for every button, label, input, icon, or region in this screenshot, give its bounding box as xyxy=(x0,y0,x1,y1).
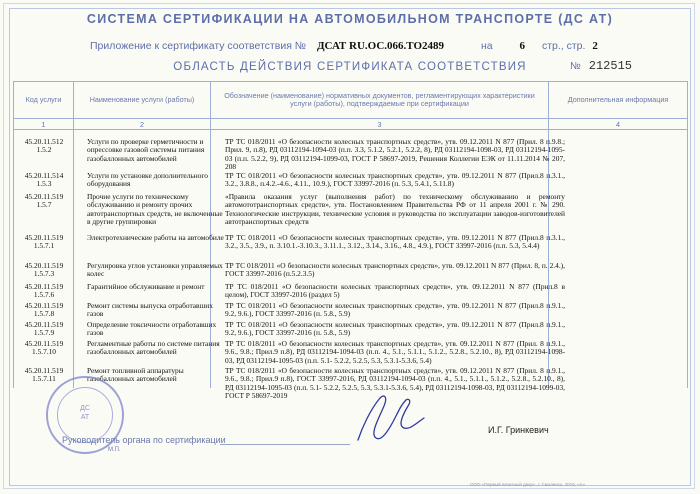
printer-line: ООО «Первый печатный двор», г. Смоленск, 2019, «А» xyxy=(470,482,586,487)
serial-prefix: № xyxy=(570,61,581,72)
header-code: Код услуги xyxy=(14,82,74,119)
signature-label: Руководитель органа по сертификации xyxy=(62,435,226,445)
signature-line xyxy=(220,444,350,445)
appendix-prefix: Приложение к сертификату соответствия № xyxy=(90,40,307,52)
column-number: 3 xyxy=(211,119,549,130)
row-service: Услуги по проверке герметичности и опрессовке газовой системы питания газобаллонных автомобилей xyxy=(87,137,205,163)
header-docs: Обозначение (наименование) нормативных документов, регламентирующих характеристики услуги (работы), подтверждаемые при сертификации xyxy=(211,82,549,119)
row-code: 45.20.11.514 1.5.3 xyxy=(24,171,64,189)
pages-label: стр., стр. xyxy=(541,40,586,52)
row-docs: «Правила оказания услуг (выполнения работ) по техническому обслуживанию и ремонту автомототранспортных средств», утв. Постановлением Правительства РФ от 11 апреля 2001 г. № 290. Технологические инструкции, технические условия и руководства по эксплуатации заводов-изготовителей автотранспортных средств xyxy=(225,192,565,226)
on-label: на xyxy=(480,40,493,52)
column-number: 1 xyxy=(14,119,74,130)
row-docs: ТР ТС 018/2011 «О безопасности колесных транспортных средств», утв. 09.12.2011 N 877 (Прил.8 п.3.1., 3.2., 3.5., 3.9., п. 3.10.1.-3.10.3., 3.11.1., 3.12., 3.14., 3.16., 4.8., 4.9.), ГОСТ 33997-2016 (п.п. 5.3, 5.4.4) xyxy=(225,233,565,251)
row-code: 45.20.11.519 1.5.7.3 xyxy=(24,261,64,279)
row-service: Электротехнические работы на автомобиле xyxy=(87,233,224,242)
header-info: Дополнительная информация xyxy=(549,82,688,119)
column-divider xyxy=(687,127,688,388)
row-docs: ТР ТС 018/2011 «О безопасности колесных транспортных средств», утв. 09.12.2011 N 877 (Прил.8 п.9.1., 9.2, 9.6.), ГОСТ 33997-2016 (п. 5.8., 5.9) xyxy=(225,301,565,319)
stamp-text: ДС АТ xyxy=(80,405,90,421)
certificate-number: ДСАТ RU.ОС.066.ТО2489 xyxy=(316,40,445,52)
row-docs: ТР ТС 018/2011 «О безопасности колесных транспортных средств», утв. 09.12.2011 N 877 (Прил. 8 п.9.1., 9.6., 9.8.; Прил.9 п.8), РД 03112194-1094-03 (п.п. 4., 5.1., 5.1.1., 5.1.2., 5.2.8., 5.2.10., 8), РД 03112194-1098-03, РД 03112194-1095-03 (п.п. 5.1- 5.2.2, 5.2.5, 5.3, 5.3.1-5.3.6, 5.4) xyxy=(225,339,565,365)
row-service: Регулировка углов установки управляемых колес xyxy=(87,261,223,279)
row-service: Ремонт топливной аппаратуры газобаллонных автомобилей xyxy=(87,366,184,384)
mp-label: М.П. xyxy=(108,447,121,453)
row-code: 45.20.11.512 1.5.2 xyxy=(24,137,64,155)
row-docs: ТР ТС 018/2011 «О безопасности колесных транспортных средств», утв. 09.12.2011 N 877 (Прил.8 п.3.1., 3.2., 3.8.8., п.4.2.-4.6., 4.11., 10.9.), ГОСТ 33997-2016 (п. 5.3, 5.4.1, 5.11.8) xyxy=(225,171,565,189)
row-docs: ТР ТС 018/2011 «О безопасности колесных транспортных средств», утв. 09.12.2011 N 877 (Прил. 8, п. 2.4.), ГОСТ 33997-2016 (п.5.2.3.5) xyxy=(225,261,565,279)
serial-number-block xyxy=(570,59,632,73)
row-service: Определение токсичности отработавших газов xyxy=(87,320,217,338)
row-code: 45.20.11.519 1.5.7.6 xyxy=(24,282,64,300)
serial-number: 212515 xyxy=(588,59,632,73)
row-service: Прочие услуги по техническому обслуживанию и ремонту прочих автотранспортных средств, не включенные в другие группировки xyxy=(87,192,223,226)
appendix-line xyxy=(90,40,598,54)
row-code: 45.20.11.519 1.5.7 xyxy=(24,192,64,210)
row-code: 45.20.11.519 1.5.7.11 xyxy=(24,366,64,384)
scope-table-header xyxy=(13,81,688,130)
row-code: 45.20.11.519 1.5.7.10 xyxy=(24,339,64,357)
row-docs: ТР ТС 018/2011 «О безопасности колесных транспортных средств», утв. 09.12.2011 N 877 (Прил. 8 п.9.8.; Прил. 9, п.8), РД 03112194-1094-03 (п.п. 3.3, 5.1.2, 5.2.1, 5.2.2, 8), РД 03112194-1098-03, РД 03112194-1095-03 (п.п. 5.2.2, 9), РД 03112194-1099-03, ГОСТ Р 58697-2019, Решения Коллегии ЕЭК от 11.11.2014 № 207, 208 xyxy=(225,137,565,171)
row-code: 45.20.11.519 1.5.7.8 xyxy=(24,301,64,319)
section-title: ОБЛАСТЬ ДЕЙСТВИЯ СЕРТИФИКАТА СООТВЕТСТВИЯ xyxy=(173,61,527,73)
row-service: Гарантийное обслуживание и ремонт xyxy=(87,282,205,291)
row-docs: ТР ТС 018/2011 «О безопасности колесных транспортных средств», утв. 09.12.2011 N 877 (Прил.8 в целом), ГОСТ 33997-2016 (раздел 5) xyxy=(225,282,565,300)
scope-table-body xyxy=(13,137,687,400)
pages-total: 6 xyxy=(519,40,526,52)
column-number: 4 xyxy=(549,119,688,130)
row-code: 45.20.11.519 1.5.7.9 xyxy=(24,320,64,338)
column-number: 2 xyxy=(74,119,211,130)
handwritten-signature xyxy=(340,388,430,448)
page-current: 2 xyxy=(592,40,598,52)
column-divider xyxy=(13,127,14,388)
column-divider xyxy=(73,127,74,388)
system-title: СИСТЕМА СЕРТИФИКАЦИИ НА АВТОМОБИЛЬНОМ ТРАНСПОРТЕ (ДС АТ) xyxy=(86,12,614,26)
row-code: 45.20.11.519 1.5.7.1 xyxy=(24,233,64,251)
row-docs: ТР ТС 018/2011 «О безопасности колесных транспортных средств», утв. 09.12.2011 N 877 (Прил. 8 п.9.1., 9.6., 9.8.; Прил.9 п.8), ГОСТ 33997-2016, РД 03112194-1094-03 (п.п. 4., 5.1., 5.1.1., 5.1.2., 5.2.8., 5.2.10., 8), РД 03112194-1095-03 (п.п. 5.1- 5.2.2, 5.2.5, 5.3, 5.3.1-5.3.6, 5.4), РД 03112194-1098-03, РД 03112194-1099-03, ГОСТ Р 58697-2019 xyxy=(225,366,565,400)
header-service: Наименование услуги (работы) xyxy=(74,82,211,119)
signer-name: И.Г. Гринкевич xyxy=(488,425,549,435)
row-service: Регламентные работы по системе питания газобаллонных автомобилей xyxy=(87,339,220,357)
row-service: Услуги по установке дополнительного оборудования xyxy=(87,171,208,189)
row-service: Ремонт системы выпуска отработавших газов xyxy=(87,301,213,319)
row-docs: ТР ТС 018/2011 «О безопасности колесных транспортных средств», утв. 09.12.2011 N 877 (Прил.8 п.9.1., 9.2, 9.6.), ГОСТ 33997-2016 (п. 5.8., 5.9) xyxy=(225,320,565,338)
